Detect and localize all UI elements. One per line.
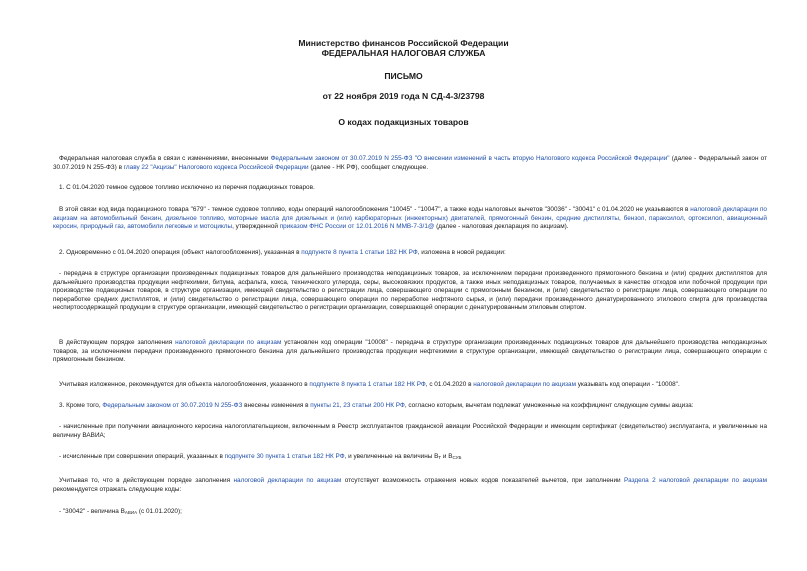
paragraph-recommendation bbox=[53, 381, 767, 390]
text: В этой связи код вида подакцизного товара "679" - темное судовое топливо, коды операций налогообложения "10045" - "10047", а также коды налоговых вычетов "30036" - "30041" с 01.04.2020 не указываются в bbox=[59, 206, 691, 213]
text: (с 01.01.2020); bbox=[137, 508, 182, 515]
link-chapter-22[interactable]: главу 22 "Акцизы" Налогового кодекса Российской Федерации bbox=[123, 163, 309, 171]
paragraph-intro bbox=[53, 155, 767, 172]
subscript: АВИА bbox=[124, 510, 138, 515]
paragraph-codes bbox=[53, 206, 767, 232]
document-subject: О кодах подакцизных товаров bbox=[338, 117, 469, 127]
text: , и увеличенные на величины В bbox=[344, 453, 439, 460]
paragraph-new-wording: - передача в структуре организации произведенных подакцизных товаров для дальнейшего производства неподакцизных товаров, за исключением передачи произведенного прямогонного бензина и (или) средних дистиллятов для дальнейшего производства продукции нефтехимии, битума, асфальта, кокса, технического углерода, серы, высоковязких продуктов, а также иных неподакцизных товаров, получаемых в качестве отходов или побочной продукции при производстве подакцизных товаров, в структуре организации, имеющей свидетельство о регистрации лица, совершающего операции с прямогонным бензином, и (или) свидетельство о регистрации лица, совершающего операции по переработке средних дистиллятов, и (или) свидетельство о регистрации лица, совершающего операции по переработке нефтяного сырья, и (или) передачи произведенного денатурированного этилового спирта для производства неспиртосодержащей продукции в структуре организации, имеющей свидетельство о регистрации организации, совершающей операции с денатурированным этиловым спиртом. bbox=[53, 270, 767, 312]
link-excise-declaration[interactable]: налоговой декларации по акцизам bbox=[175, 339, 282, 346]
link-fns-order[interactable]: приказом ФНС России от 12.01.2016 N ММВ-7-3/1@ bbox=[279, 223, 435, 231]
text: Федеральная налоговая служба в связи с изменениями, внесенными bbox=[59, 155, 271, 162]
text: (далее - Федеральный закон от 30.07.2019 N 255-ФЗ) в bbox=[53, 155, 767, 171]
subscript: Т bbox=[438, 455, 442, 460]
text: внесены изменения в bbox=[242, 402, 311, 409]
link-subparagraph-8[interactable]: подпункте 8 пункта 1 статьи 182 НК РФ bbox=[301, 249, 418, 256]
service-heading: ФЕДЕРАЛЬНАЯ НАЛОГОВАЯ СЛУЖБА bbox=[321, 48, 486, 58]
subscript: СУБ bbox=[452, 455, 462, 460]
paragraph-code-30042 bbox=[53, 508, 767, 517]
text: , утвержденной bbox=[232, 223, 280, 231]
link-excise-declaration[interactable]: налоговой декларации по акцизам на автомобильный бензин, дизельное топливо, моторные масла для дизельных и (или) карбюраторных (инжекторных) двигателей, прямогонный бензин, средние дистилляты, бензол, параксилол, ортоксилол, авиационный керосин, природный газ, автомобили легковые и мотоциклы bbox=[53, 206, 767, 231]
text: - исчисленные при совершении операций, указанных в bbox=[59, 453, 225, 460]
text: (далее - налоговая декларация по акцизам). bbox=[434, 223, 569, 231]
paragraph-current-order bbox=[53, 339, 767, 365]
text: - "30042" - величина В bbox=[59, 508, 125, 515]
link-excise-declaration[interactable]: налоговой декларации по акцизам bbox=[233, 477, 342, 484]
text: , согласно которым, вычетам подлежат умноженные на коэффициент следующие суммы акциза: bbox=[404, 402, 694, 409]
link-subparagraph-30[interactable]: подпункте 30 пункта 1 статьи 182 НК РФ bbox=[224, 453, 345, 460]
text: указывать код операции - "10008". bbox=[576, 381, 680, 388]
text: отсутствует возможность отражения новых кодов показателей вычетов, при заполнении bbox=[341, 477, 625, 484]
text: (далее - НК РФ), сообщает следующее. bbox=[308, 163, 429, 171]
paragraph-aviation: - начисленные при получении авиационного керосина налогоплательщиком, включенным в Реестр эксплуатантов гражданской авиации Российской Федерации и имеющим сертификат (свидетельство) эксплуатанта, и увеличенные на величину ВАВИА; bbox=[53, 423, 767, 439]
paragraph-codes-recommendation bbox=[53, 477, 767, 494]
document-type: ПИСЬМО bbox=[384, 71, 423, 81]
text: В действующем порядке заполнения bbox=[59, 339, 176, 346]
link-federal-law-255[interactable]: Федеральным законом от 30.07.2019 N 255-ФЗ "О внесении изменений в часть вторую Налогового кодекса Российской Федерации" bbox=[270, 155, 670, 162]
text: Учитывая то, что в действующем порядке заполнения bbox=[59, 477, 234, 484]
text: рекомендуется отражать следующие коды: bbox=[53, 485, 182, 493]
link-article-200[interactable]: пункты 21, 23 статьи 200 НК РФ bbox=[310, 402, 405, 409]
ministry-heading: Министерство финансов Российской Федерации bbox=[298, 38, 509, 48]
paragraph-3 bbox=[53, 402, 767, 411]
text: установлен код операции "10008" - передача в структуре организации произведенных подакцизных товаров для дальнейшего производства неподакцизных товаров, за исключением передачи произведенного прямогонного бензина для дальнейшего производства продукции нефтехимии в структуре организации, имеющей свидетельство о регистрации лица, совершающего операции с прямогонным бензином. bbox=[53, 339, 767, 364]
text: Учитывая изложенное, рекомендуется для объекта налогообложения, указанного в bbox=[59, 381, 310, 388]
link-section-2[interactable]: Раздела 2 налоговой декларации по акцизам bbox=[624, 477, 767, 484]
text: , с 01.04.2020 в bbox=[425, 381, 474, 388]
link-excise-declaration[interactable]: налоговой декларации по акцизам bbox=[473, 381, 577, 388]
paragraph-operations bbox=[53, 453, 767, 462]
text: 2. Одновременно с 01.04.2020 операция (объект налогообложения), указанная в bbox=[59, 249, 302, 256]
link-subparagraph-8[interactable]: подпункте 8 пункта 1 статьи 182 НК РФ bbox=[309, 381, 426, 388]
text: 3. Кроме того, bbox=[59, 402, 103, 409]
paragraph-1: 1. С 01.04.2020 темное судовое топливо исключено из перечня подакцизных товаров. bbox=[59, 184, 315, 191]
text: , изложена в новой редакции: bbox=[417, 249, 506, 256]
link-federal-law-255[interactable]: Федеральным законом от 30.07.2019 N 255-ФЗ bbox=[102, 402, 243, 409]
text: и В bbox=[441, 453, 453, 460]
document-date-number: от 22 ноября 2019 года N СД-4-3/23798 bbox=[322, 91, 485, 101]
paragraph-2 bbox=[53, 249, 767, 258]
